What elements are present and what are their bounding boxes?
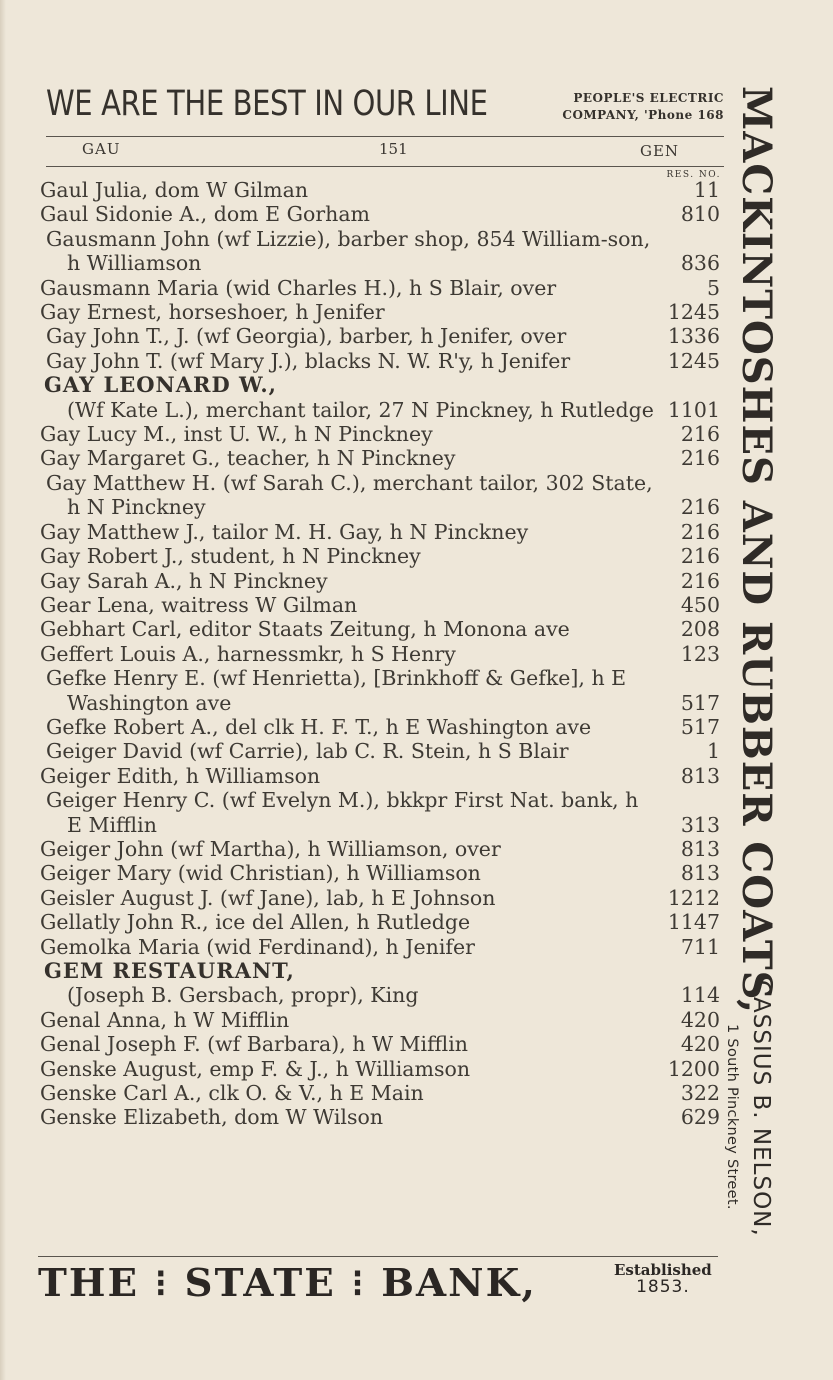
entry-name: Geiger Henry C. (wf Evelyn M.), bkkpr First Nat. bank, h E Mifflin	[46, 788, 639, 837]
established-label: Established	[614, 1261, 712, 1279]
directory-entry	[40, 935, 720, 959]
residence-number: 836	[680, 251, 720, 276]
residence-number: 813	[680, 763, 720, 788]
residence-number: 216	[680, 495, 720, 520]
entry-name: Genal Joseph F. (wf Barbara), h W Mifflin	[40, 1032, 468, 1057]
residence-number: 11	[693, 178, 720, 202]
ad-slogan: WE ARE THE BEST IN OUR LINE	[46, 84, 488, 124]
entry-name: Gemolka Maria (wid Ferdinand), h Jenifer	[40, 934, 475, 959]
side-ad-address-text: 1 South Pinckney Street.	[724, 1024, 740, 1210]
bottom-rule	[38, 1256, 718, 1257]
ad-company-line1: PEOPLE'S ELECTRIC	[573, 91, 724, 105]
directory-entry	[40, 861, 720, 885]
residence-number: 216	[680, 446, 720, 471]
directory-entry	[40, 178, 720, 202]
residence-number: 420	[680, 1032, 720, 1057]
directory-entries	[40, 178, 720, 1130]
bank-name: THE ⁝ STATE ⁝ BANK,	[38, 1260, 537, 1305]
business-detail: (Wf Kate L.), merchant tailor, 27 N Pinckney, h Rutledge	[67, 397, 654, 422]
entry-name: Gay Lucy M., inst U. W., h N Pinckney	[40, 422, 433, 447]
residence-number: 629	[680, 1105, 720, 1130]
business-name: GEM RESTAURANT,	[44, 958, 295, 983]
directory-entry	[40, 324, 720, 348]
residence-number: 216	[680, 519, 720, 544]
entry-name: Gay John T., J. (wf Georgia), barber, h Jenifer, over	[46, 324, 567, 349]
entry-name: Gear Lena, waitress W Gilman	[40, 592, 358, 617]
business-name: GAY LEONARD W.,	[44, 372, 277, 398]
directory-entry	[40, 1008, 720, 1032]
entry-name: Gausmann Maria (wid Charles H.), h S Blair, over	[40, 275, 557, 300]
ad-company	[562, 90, 724, 124]
page-spine-shadow	[0, 0, 6, 1380]
directory-entry	[40, 569, 720, 593]
entry-name: Gay Ernest, horseshoer, h Jenifer	[40, 300, 385, 325]
entry-name: Genske Elizabeth, dom W Wilson	[40, 1105, 384, 1130]
directory-entry	[40, 617, 720, 641]
residence-number: 216	[680, 544, 720, 569]
directory-entry	[40, 886, 720, 910]
residence-number: 810	[680, 202, 720, 227]
residence-number: 1	[706, 739, 720, 764]
residence-number: 517	[680, 690, 720, 715]
residence-number: 123	[680, 641, 720, 666]
directory-entry	[40, 544, 720, 568]
running-head-right: GEN	[640, 142, 680, 160]
residence-number: 813	[680, 861, 720, 886]
head-rule	[46, 166, 724, 167]
entry-list-3	[40, 1008, 720, 1130]
top-rule	[46, 136, 724, 137]
entry-name: Geiger John (wf Martha), h Williamson, over	[40, 836, 501, 861]
side-ad-name-text: CASSIUS B. NELSON,	[748, 980, 774, 1237]
entry-name: Genske August, emp F. & J., h Williamson	[40, 1056, 471, 1081]
residence-number: 208	[680, 617, 720, 642]
directory-entry	[40, 739, 720, 763]
directory-entry	[40, 520, 720, 544]
directory-entry	[40, 666, 720, 715]
side-ad-main-text: MACKINTOSHES AND RUBBER COATS,	[733, 86, 780, 1015]
top-advertisement	[46, 84, 724, 136]
directory-entry	[40, 837, 720, 861]
entry-name: Geiger Mary (wid Christian), h Williamson	[40, 861, 481, 886]
entry-name: Gefke Robert A., del clk H. F. T., h E Washington ave	[46, 714, 592, 739]
residence-number: 517	[680, 714, 720, 739]
entry-name: Gaul Julia, dom W Gilman	[40, 178, 309, 202]
residence-number: 1336	[667, 324, 720, 349]
entry-name: Gaul Sidonie A., dom E Gorham	[40, 202, 370, 227]
directory-entry	[40, 1081, 720, 1105]
directory-entry	[40, 1105, 720, 1129]
residence-number: 5	[706, 275, 720, 300]
directory-entry	[40, 276, 720, 300]
entry-name: Gefke Henry E. (wf Henrietta), [Brinkhoff & Gefke], h E Washington ave	[46, 666, 627, 715]
residence-number: 1147	[667, 910, 720, 935]
directory-entry	[40, 202, 720, 226]
directory-entry	[40, 764, 720, 788]
directory-entry	[40, 642, 720, 666]
residence-number: 1200	[667, 1056, 720, 1081]
entry-name: Gay Margaret G., teacher, h N Pinckney	[40, 446, 456, 471]
residence-number: 1245	[667, 348, 720, 373]
residence-number: 420	[680, 1007, 720, 1032]
running-head-left: GAU	[82, 140, 121, 158]
page-number: 151	[379, 140, 408, 158]
entry-list-2	[40, 422, 720, 959]
directory-entry	[40, 593, 720, 617]
res-no-column-header: RES. NO.	[666, 170, 721, 180]
directory-entry	[40, 446, 720, 470]
residence-number: 450	[680, 592, 720, 617]
residence-number: 313	[680, 812, 720, 837]
directory-entry	[40, 1032, 720, 1056]
entry-name: Geiger David (wf Carrie), lab C. R. Stein, h S Blair	[46, 739, 569, 764]
established-year: 1853.	[636, 1277, 690, 1297]
entry-name: Gebhart Carl, editor Staats Zeitung, h Monona ave	[40, 617, 570, 642]
entry-name: Gay John T. (wf Mary J.), blacks N. W. R'y, h Jenifer	[46, 348, 571, 373]
entry-list-1	[40, 178, 720, 373]
residence-number: 322	[680, 1081, 720, 1106]
entry-name: Gay Sarah A., h N Pinckney	[40, 568, 328, 593]
directory-entry	[40, 715, 720, 739]
entry-name: Genal Anna, h W Mifflin	[40, 1007, 290, 1032]
entry-name: Gellatly John R., ice del Allen, h Rutledge	[40, 910, 471, 935]
entry-name: Gausmann John (wf Lizzie), barber shop, 854 William-son, h Williamson	[46, 226, 651, 276]
directory-entry	[40, 1057, 720, 1081]
directory-entry	[40, 788, 720, 837]
business-entry-gay-leonard	[40, 373, 720, 422]
bank-established	[614, 1262, 712, 1296]
entry-name: Gay Matthew H. (wf Sarah C.), merchant tailor, 302 State, h N Pinckney	[46, 470, 653, 520]
residence-number: 711	[680, 934, 720, 959]
entry-name: Geffert Louis A., harnessmkr, h S Henry	[40, 641, 456, 666]
directory-entry	[40, 910, 720, 934]
directory-entry	[40, 349, 720, 373]
residence-number: 114	[680, 983, 720, 1008]
residence-number: 216	[680, 568, 720, 593]
bottom-advertisement	[38, 1258, 728, 1310]
residence-number: 1101	[667, 397, 720, 422]
ad-company-line2: COMPANY, 'Phone 168	[562, 108, 724, 122]
entry-name: Gay Robert J., student, h N Pinckney	[40, 544, 421, 569]
entry-name: Gay Matthew J., tailor M. H. Gay, h N Pinckney	[40, 519, 529, 544]
entry-name: Geisler August J. (wf Jane), lab, h E Johnson	[40, 885, 496, 910]
directory-entry	[40, 227, 720, 276]
business-entry-gem-restaurant	[40, 959, 720, 1008]
residence-number: 216	[680, 422, 720, 447]
residence-number: 1245	[667, 300, 720, 325]
running-head	[46, 140, 724, 162]
residence-number: 1212	[667, 885, 720, 910]
residence-number: 813	[680, 836, 720, 861]
directory-entry	[40, 300, 720, 324]
business-detail: (Joseph B. Gersbach, propr), King	[67, 983, 419, 1008]
directory-entry	[40, 471, 720, 520]
entry-name: Genske Carl A., clk O. & V., h E Main	[40, 1081, 424, 1106]
directory-entry	[40, 422, 720, 446]
entry-name: Geiger Edith, h Williamson	[40, 763, 321, 788]
